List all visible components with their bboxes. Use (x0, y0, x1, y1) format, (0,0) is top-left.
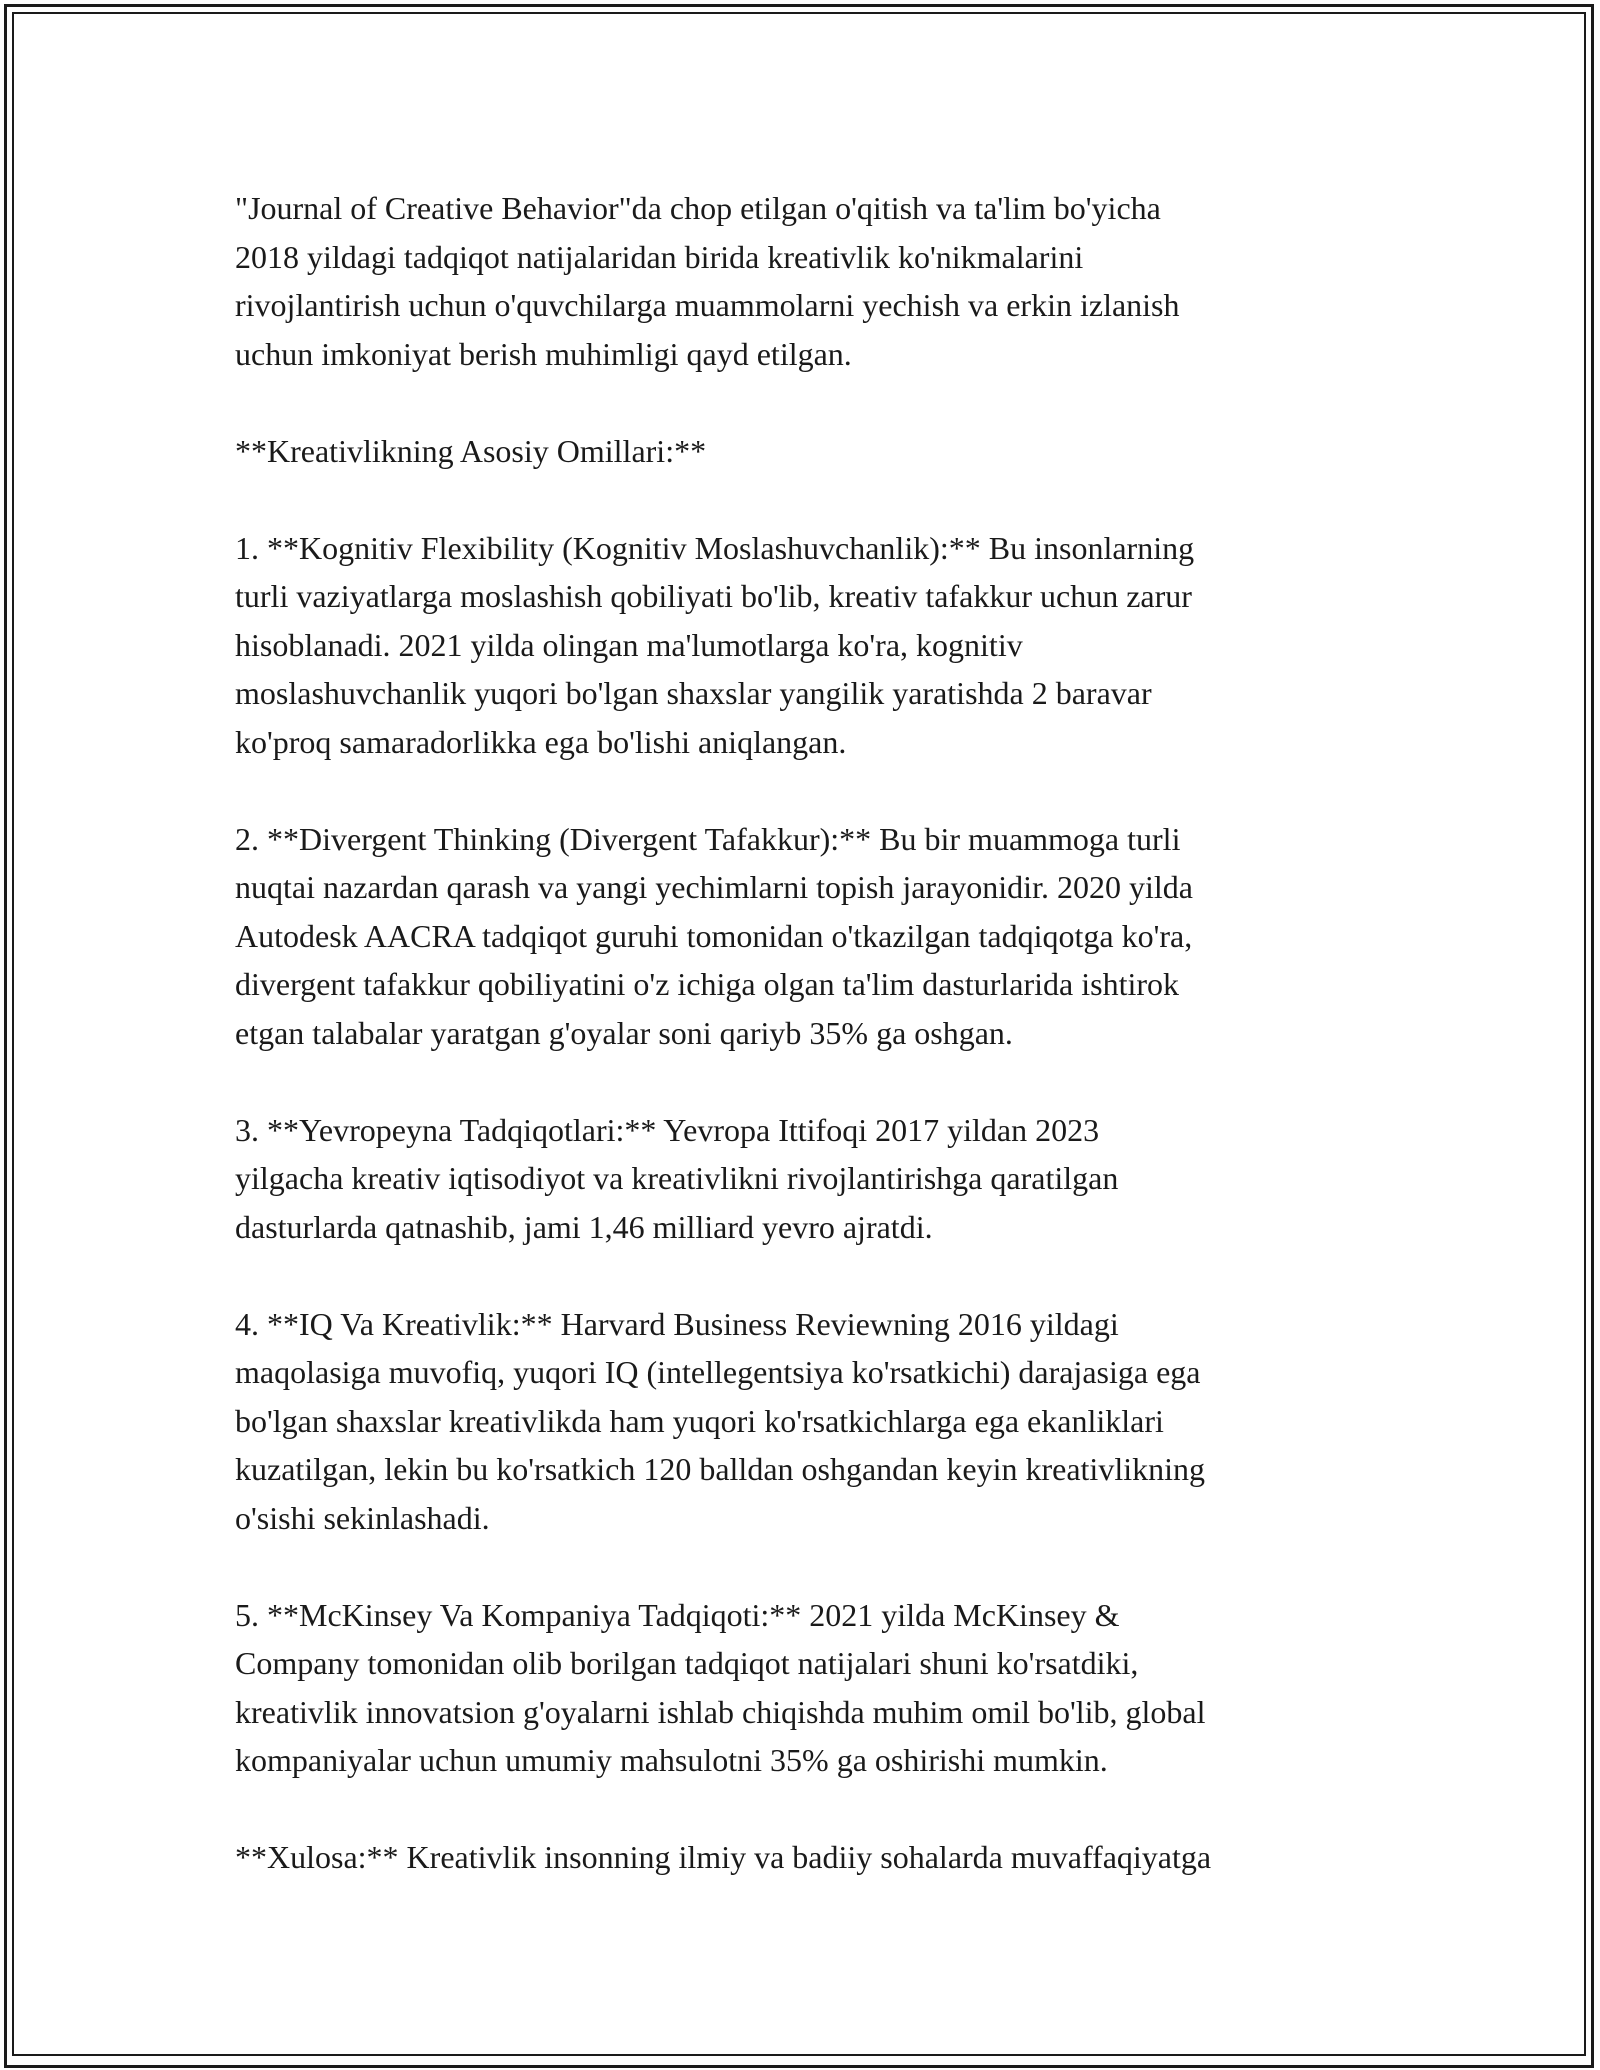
document-body (235, 184, 1375, 1882)
conclusion-paragraph: **Xulosa:** Kreativlik insonning ilmiy va badiiy sohalarda muvaffaqiyatga (235, 1839, 1212, 1875)
list-item-divergent-thinking: 2. **Divergent Thinking (Divergent Tafakkur):** Bu bir muammoga turli nuqtai nazardan qarash va yangi yechimlarni topish jarayonidir. 2020 yilda Autodesk AACRA tadqiqot guruhi tomonidan o'tkazilgan tadqiqotga ko'ra, divergent tafakkur qobiliyatini o'z ichiga olgan ta'lim dasturlarida ishtirok etgan talabalar yaratgan g'oyalar soni qariyb 35% ga oshgan. (235, 820, 1193, 1051)
list-item-european-research: 3. **Yevropeyna Tadqiqotlari:** Yevropa Ittifoqi 2017 yildan 2023 yilgacha kreativ iqtisodiyot va kreativlikni rivojlantirishga qaratilgan dasturlarda qatnashib, jami 1,46 milliard yevro ajratdi. (235, 1111, 1119, 1245)
list-item-cognitive-flexibility: 1. **Kognitiv Flexibility (Kognitiv Moslashuvchanlik):** Bu insonlarning turli vaziyatlarga moslashish qobiliyati bo'lib, kreativ tafakkur uchun zarur hisoblanadi. 2021 yilda olingan ma'lumotlarga ko'ra, kognitiv moslashuvchanlik yuqori bo'lgan shaxslar yangilik yaratishda 2 baravar ko'proq samaradorlikka ega bo'lishi aniqlangan. (235, 529, 1195, 760)
intro-paragraph: "Journal of Creative Behavior"da chop etilgan o'qitish va ta'lim bo'yicha 2018 yildagi tadqiqot natijalaridan birida kreativlik ko'nikmalarini rivojlantirish uchun o'quvchilarga muammolarni yechish va erkin izlanish uchun imkoniyat berish muhimligi qayd etilgan. (235, 190, 1180, 372)
list-item-mckinsey-research: 5. **McKinsey Va Kompaniya Tadqiqoti:** 2021 yilda McKinsey & Company tomonidan olib borilgan tadqiqot natijalari shuni ko'rsatdiki, kreativlik innovatsion g'oyalarni ishlab chiqishda muhim omil bo'lib, global kompaniyalar uchun umumiy mahsulotni 35% ga oshirishi mumkin. (235, 1596, 1206, 1778)
list-item-iq-creativity: 4. **IQ Va Kreativlik:** Harvard Business Reviewning 2016 yildagi maqolasiga muvofiq, yuqori IQ (intellegentsiya ko'rsatkichi) darajasiga ega bo'lgan shaxslar kreativlikda ham yuqori ko'rsatkichlarga ega ekanliklari kuzatilgan, lekin bu ko'rsatkich 120 balldan oshgandan keyin kreativlikning o'sishi sekinlashadi. (235, 1305, 1205, 1536)
section-heading: **Kreativlikning Asosiy Omillari:** (235, 432, 707, 469)
